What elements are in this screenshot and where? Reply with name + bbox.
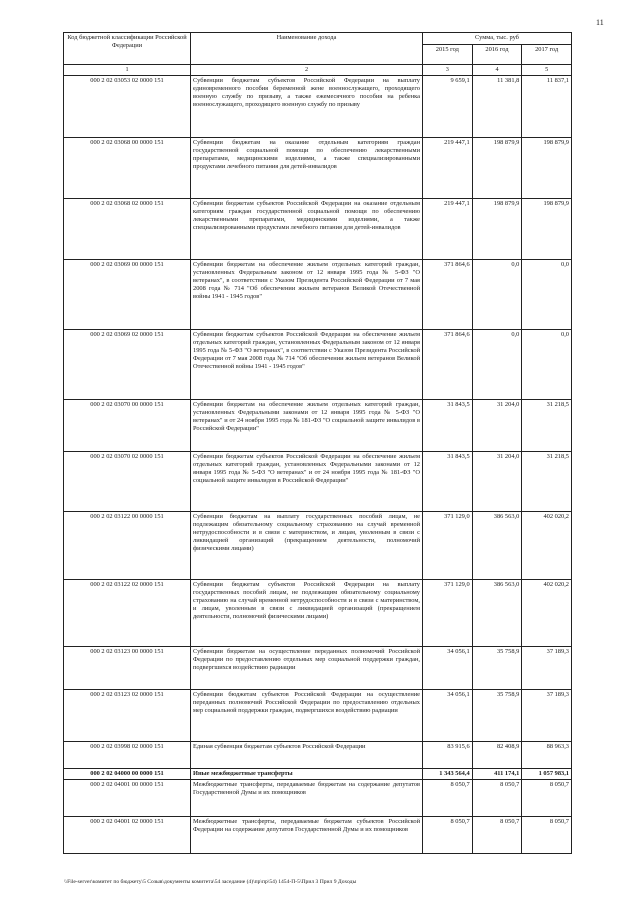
amount-2016-cell: 31 204,0	[472, 451, 522, 511]
amount-2017-cell: 11 837,1	[522, 75, 572, 137]
revenue-name-cell: Субвенции бюджетам на обеспечение жильем отдельных категорий граждан, установленных Федеральным законом от 12 января 1995 года № 5-ФЗ "О ветеранах", в соответствии с Указом Президента Российской Федерации от 7 мая 2008 года № 714 "Об обеспечении жильем ветеранов Великой Отечественной войны 1941 - 1945 годов"	[191, 259, 423, 329]
amount-2017-cell: 31 218,5	[522, 399, 572, 451]
amount-2016-cell: 35 758,9	[472, 646, 522, 689]
revenue-name-cell: Межбюджетные трансферты, передаваемые бюджетам на содержание депутатов Государственной Думы и их помощников	[191, 779, 423, 816]
revenue-name-cell: Субвенции бюджетам субъектов Российской Федерации на оказание отдельным категориям граждан государственной социальной помощи по обеспечению лекарственными препаратами, медицинскими изделиями, а также специализированными продуктами лечебного питания для детей-инвалидов	[191, 198, 423, 259]
table-row	[64, 399, 572, 451]
amount-2015-cell: 83 915,6	[423, 741, 473, 768]
table-row	[64, 646, 572, 689]
revenue-name-cell: Межбюджетные трансферты, передаваемые бюджетам субъектов Российской Федерации на содержание депутатов Государственной Думы и их помощников	[191, 816, 423, 853]
budget-code-cell: 000 2 02 04001 00 0000 151	[64, 779, 191, 816]
revenue-name-cell: Субвенции бюджетам на выплату государственных пособий лицам, не подлежащим обязательному социальному страхованию на случай временной нетрудоспособности и в связи с материнством, и лицам, уволенным в связи с ликвидацией организаций (прекращением деятельности, полномочий физическими лицами)	[191, 511, 423, 579]
amount-2015-cell: 8 050,7	[423, 816, 473, 853]
table-row	[64, 768, 572, 779]
amount-2016-cell: 198 879,9	[472, 137, 522, 198]
amount-2015-cell: 371 864,6	[423, 259, 473, 329]
amount-2016-cell: 198 879,9	[472, 198, 522, 259]
amount-2016-cell: 11 381,8	[472, 75, 522, 137]
revenue-name-cell: Единая субвенция бюджетам субъектов Российской Федерации	[191, 741, 423, 768]
table-row	[64, 198, 572, 259]
budget-code-cell: 000 2 02 03123 00 0000 151	[64, 646, 191, 689]
amount-2017-cell: 0,0	[522, 259, 572, 329]
table-row	[64, 75, 572, 137]
amount-2015-cell: 31 843,5	[423, 451, 473, 511]
amount-2017-cell: 402 020,2	[522, 511, 572, 579]
budget-code-cell: 000 2 02 03068 02 0000 151	[64, 198, 191, 259]
table-row	[64, 741, 572, 768]
amount-2017-cell: 198 879,9	[522, 198, 572, 259]
revenue-name-cell: Субвенции бюджетам субъектов Российской Федерации на выплату государственных пособий лицам, не подлежащим обязательному социальному страхованию на случай временной нетрудоспособности и в связи с материнством, и лицам, уволенным в связи с ликвидацией организаций (прекращением деятельности, полномочий физическими лицами)	[191, 579, 423, 646]
file-path-footer: \\File-server\комитет по бюджету\5 Созыв\документы комитета\54 заседание (4)\пр\пр\54) 1454-П-5\Прил 3 Прил 9 Доходы	[64, 879, 357, 885]
amount-2015-cell: 219 447,1	[423, 137, 473, 198]
revenue-name-cell: Субвенции бюджетам субъектов Российской Федерации на выплату единовременного пособия беременной жене военнослужащего, проходящего военную службу по призыву, а также ежемесячного пособия на ребенка военнослужащего, проходящего военную службу по призыву	[191, 75, 423, 137]
budget-code-cell: 000 2 02 03070 02 0000 151	[64, 451, 191, 511]
amount-2016-cell: 8 050,7	[472, 816, 522, 853]
amount-2016-cell: 8 050,7	[472, 779, 522, 816]
amount-2017-cell: 88 963,3	[522, 741, 572, 768]
revenue-table	[63, 32, 572, 854]
table-body	[64, 75, 572, 853]
index-cell: 5	[522, 65, 572, 76]
revenue-name-cell: Субвенции бюджетам на осуществление переданных полномочий Российской Федерации по предоставлению отдельных мер социальной поддержки граждан, подвергшихся воздействию радиации	[191, 646, 423, 689]
header-year-2017: 2017 год	[522, 45, 572, 65]
header-year-2015: 2015 год	[423, 45, 473, 65]
table-row	[64, 259, 572, 329]
header-sum: Сумма, тыс. руб	[423, 33, 572, 45]
budget-code-cell: 000 2 02 03070 00 0000 151	[64, 399, 191, 451]
amount-2015-cell: 371 129,0	[423, 511, 473, 579]
amount-2015-cell: 31 843,5	[423, 399, 473, 451]
amount-2017-cell: 37 189,3	[522, 646, 572, 689]
budget-code-cell: 000 2 02 03122 00 0000 151	[64, 511, 191, 579]
budget-code-cell: 000 2 02 04000 00 0000 151	[64, 768, 191, 779]
amount-2015-cell: 9 659,1	[423, 75, 473, 137]
amount-2017-cell: 198 879,9	[522, 137, 572, 198]
amount-2017-cell: 8 050,7	[522, 816, 572, 853]
amount-2015-cell: 34 056,1	[423, 646, 473, 689]
budget-code-cell: 000 2 02 03068 00 0000 151	[64, 137, 191, 198]
amount-2015-cell: 371 129,0	[423, 579, 473, 646]
table-row	[64, 137, 572, 198]
revenue-name-cell: Субвенции бюджетам субъектов Российской Федерации на осуществление переданных полномочий Российской Федерации по предоставлению отдельных мер социальной поддержки граждан, подвергшихся воздействию радиации	[191, 689, 423, 741]
header-name: Наименование дохода	[191, 33, 423, 65]
budget-code-cell: 000 2 02 03123 02 0000 151	[64, 689, 191, 741]
budget-code-cell: 000 2 02 03069 00 0000 151	[64, 259, 191, 329]
amount-2017-cell: 31 218,5	[522, 451, 572, 511]
amount-2015-cell: 34 056,1	[423, 689, 473, 741]
amount-2016-cell: 35 758,9	[472, 689, 522, 741]
amount-2017-cell: 402 020,2	[522, 579, 572, 646]
table-row	[64, 451, 572, 511]
amount-2015-cell: 371 864,6	[423, 329, 473, 399]
budget-code-cell: 000 2 02 04001 02 0000 151	[64, 816, 191, 853]
header-year-2016: 2016 год	[472, 45, 522, 65]
table-row	[64, 779, 572, 816]
budget-code-cell: 000 2 02 03998 02 0000 151	[64, 741, 191, 768]
budget-code-cell: 000 2 02 03069 02 0000 151	[64, 329, 191, 399]
budget-code-cell: 000 2 02 03122 02 0000 151	[64, 579, 191, 646]
amount-2015-cell: 1 343 564,4	[423, 768, 473, 779]
page-number: 11	[596, 18, 604, 27]
amount-2017-cell: 37 189,3	[522, 689, 572, 741]
index-cell: 4	[472, 65, 522, 76]
amount-2016-cell: 386 563,0	[472, 511, 522, 579]
revenue-name-cell: Субвенции бюджетам субъектов Российской Федерации на обеспечение жильем отдельных категорий граждан, установленных Федеральным законом от 12 января 1995 года № 5-ФЗ "О ветеранах", в соответствии с Указом Президента Российской Федерации от 7 мая 2008 года № 714 "Об обеспечении жильем ветеранов Великой Отечественной войны 1941 - 1945 годов"	[191, 329, 423, 399]
header-code: Код бюджетной классификации Российской Федерации	[64, 33, 191, 65]
amount-2016-cell: 411 174,1	[472, 768, 522, 779]
budget-code-cell: 000 2 02 03053 02 0000 151	[64, 75, 191, 137]
table-row	[64, 689, 572, 741]
revenue-name-cell: Субвенции бюджетам на оказание отдельным категориям граждан государственной социальной помощи по обеспечению лекарственными препаратами, медицинскими изделиями, а также специализированными продуктами лечебного питания для детей-инвалидов	[191, 137, 423, 198]
amount-2016-cell: 386 563,0	[472, 579, 522, 646]
table-row	[64, 816, 572, 853]
index-cell: 2	[191, 65, 423, 76]
table-row	[64, 329, 572, 399]
amount-2015-cell: 219 447,1	[423, 198, 473, 259]
amount-2017-cell: 1 057 983,1	[522, 768, 572, 779]
revenue-name-cell: Субвенции бюджетам на обеспечение жильем отдельных категорий граждан, установленных Федеральными законами от 12 января 1995 года № 5-ФЗ "О ветеранах" и от 24 ноября 1995 года № 181-ФЗ "О социальной защите инвалидов в Российской Федерации"	[191, 399, 423, 451]
amount-2017-cell: 0,0	[522, 329, 572, 399]
table-row	[64, 579, 572, 646]
amount-2016-cell: 0,0	[472, 329, 522, 399]
index-cell: 1	[64, 65, 191, 76]
amount-2017-cell: 8 050,7	[522, 779, 572, 816]
revenue-name-cell: Иные межбюджетные трансферты	[191, 768, 423, 779]
amount-2016-cell: 0,0	[472, 259, 522, 329]
index-cell: 3	[423, 65, 473, 76]
amount-2015-cell: 8 050,7	[423, 779, 473, 816]
revenue-name-cell: Субвенции бюджетам субъектов Российской Федерации на обеспечение жильем отдельных категорий граждан, установленных Федеральными законами от 12 января 1995 года № 5-ФЗ "О ветеранах" и от 24 ноября 1995 года № 181-ФЗ "О социальной защите инвалидов в Российской Федерации"	[191, 451, 423, 511]
amount-2016-cell: 31 204,0	[472, 399, 522, 451]
amount-2016-cell: 82 408,9	[472, 741, 522, 768]
table-row	[64, 511, 572, 579]
